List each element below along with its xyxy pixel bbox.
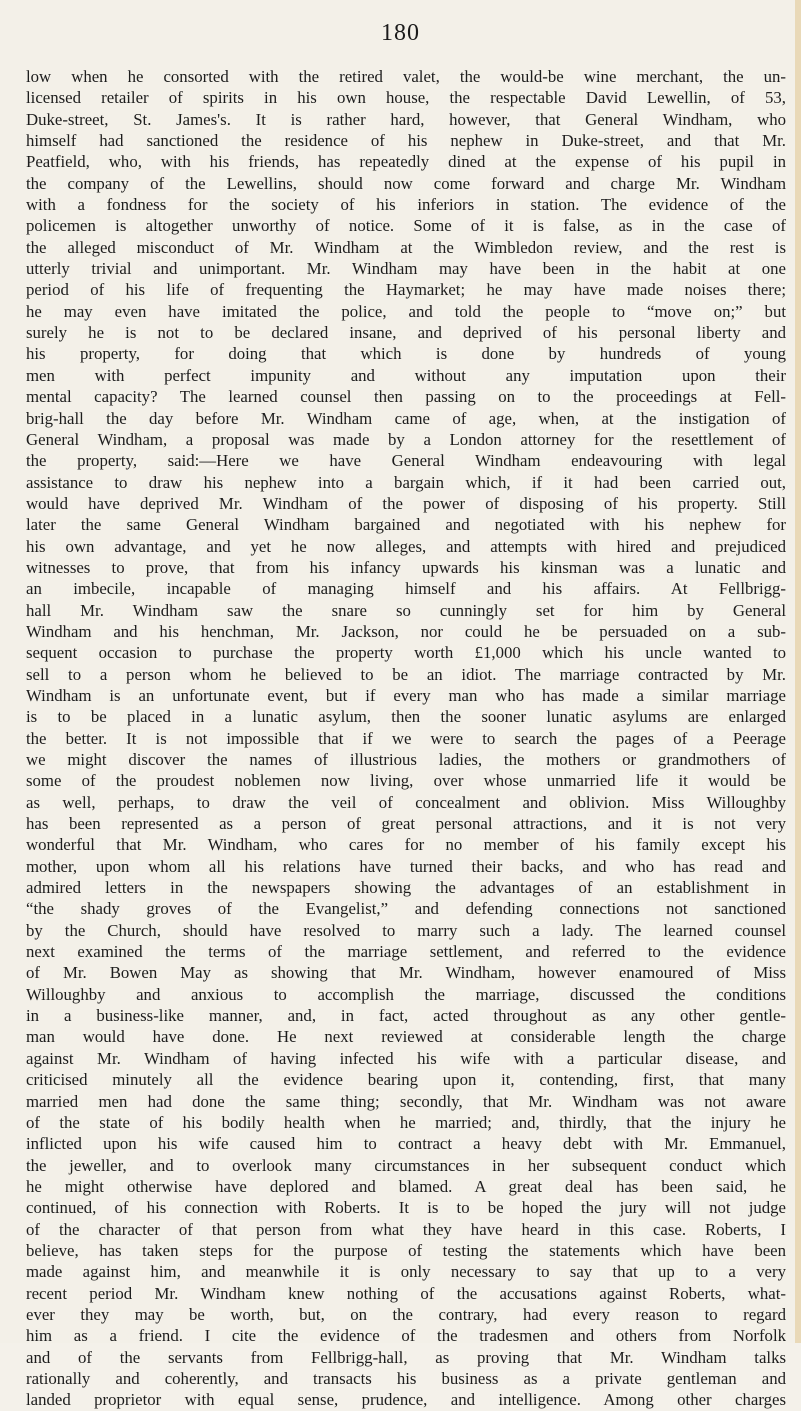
text-line: is to be placed in a lunatic asylum, then the sooner lunatic asylums are enlarged <box>26 707 786 727</box>
text-line: and of the servants from Fellbrigg-hall, as proving that Mr. Windham talks <box>26 1347 786 1367</box>
text-line: landed proprietor with equal sense, prudence, and intelligence. Among other charges <box>26 1390 786 1410</box>
text-line: Peatfield, who, with his friends, has repeatedly dined at the expense of his pupil in <box>26 152 786 172</box>
text-line: we might discover the names of illustrious ladies, the mothers or grandmothers of <box>26 750 786 769</box>
text-line: man would have done. He next reviewed at considerable length the charge <box>26 1027 786 1047</box>
text-line: surely he is not to be declared insane, and deprived of his personal liberty and <box>26 323 786 343</box>
text-line: made against him, and meanwhile it is only necessary to say that up to a very <box>26 1262 786 1282</box>
text-line: he might otherwise have deplored and blamed. A great deal has been said, he <box>26 1176 786 1196</box>
text-line: Windham and his henchman, Mr. Jackson, nor could he be persuaded on a sub- <box>26 621 786 641</box>
text-line: “the shady groves of the Evangelist,” and defending connections not sanctioned <box>26 899 786 919</box>
text-line: wonderful that Mr. Windham, who cares for no member of his family except his <box>26 835 786 855</box>
text-line: later the same General Windham bargained and negotiated with his nephew for <box>26 515 786 535</box>
text-line: sell to a person whom he believed to be an idiot. The marriage contracted by Mr. <box>26 664 786 684</box>
text-line: licensed retailer of spirits in his own house, the respectable David Lewellin, of 53, <box>26 88 786 108</box>
text-line: of Mr. Bowen May as showing that Mr. Windham, however enamoured of Miss <box>26 963 786 983</box>
text-line: his own advantage, and yet he now alleges, and attempts with hired and prejudiced <box>26 536 786 556</box>
text-line: mother, upon whom all his relations have turned their backs, and who has read and <box>26 856 786 876</box>
text-line: hall Mr. Windham saw the snare so cunningly set for him by General <box>26 600 786 620</box>
text-line: he may even have imitated the police, and told the people to “move on;” but <box>26 301 786 321</box>
text-line: recent period Mr. Windham knew nothing of the accusations against Roberts, what- <box>26 1283 786 1303</box>
text-line: him as a friend. I cite the evidence of the tradesmen and others from Norfolk <box>26 1326 786 1346</box>
text-line: as well, perhaps, to draw the veil of concealment and oblivion. Miss Willoughby <box>26 792 786 812</box>
text-line: continued, of his connection with Roberts. It is to be hoped the jury will not judge <box>26 1198 786 1218</box>
text-line: rationally and coherently, and transacts his business as a private gentleman and <box>26 1368 786 1388</box>
text-line: Willoughby and anxious to accomplish the marriage, discussed the conditions <box>26 984 786 1004</box>
text-line: the better. It is not impossible that if we were to search the pages of a Peerage <box>26 728 786 748</box>
text-line: some of the proudest noblemen now living, over whose unmarried life it would be <box>26 771 786 791</box>
text-line: the property, said:—Here we have General Windham endeavouring with legal <box>26 451 786 471</box>
text-line: utterly trivial and unimportant. Mr. Windham may have been in the habit at one <box>26 259 786 279</box>
text-line: in a business-like manner, and, in fact, acted throughout as any other gentle- <box>26 1006 786 1026</box>
text-line: period of his life of frequenting the Haymarket; he may have made noises there; <box>26 280 786 300</box>
text-line: criticised minutely all the evidence bearing upon it, contending, first, that many <box>26 1070 786 1090</box>
text-line: of the state of his bodily health when he married; and, thirdly, that the injury he <box>26 1112 786 1132</box>
text-line: Duke-street, St. James's. It is rather hard, however, that General Windham, who <box>26 109 786 129</box>
text-line: believe, has taken steps for the purpose of testing the statements which have been <box>26 1240 786 1260</box>
text-line: has been represented as a person of great personal attractions, and it is not very <box>26 814 786 834</box>
text-line: sequent occasion to purchase the property worth £1,000 which his uncle wanted to <box>26 643 786 663</box>
text-line: inflicted upon his wife caused him to contract a heavy debt with Mr. Emmanuel, <box>26 1134 786 1154</box>
text-line: married men had done the same thing; secondly, that Mr. Windham was not aware <box>26 1091 786 1111</box>
text-line: low when he consorted with the retired valet, the would-be wine merchant, the un- <box>26 67 786 86</box>
article-body <box>26 66 786 1411</box>
text-line: General Windham, a proposal was made by a London attorney for the resettlement of <box>26 429 786 449</box>
text-line: the company of the Lewellins, should now come forward and charge Mr. Windham <box>26 173 786 193</box>
text-line: against Mr. Windham of having infected his wife with a particular disease, and <box>26 1048 786 1068</box>
text-line: ever they may be worth, but, on the contrary, had every reason to regard <box>26 1304 786 1324</box>
text-line: mental capacity? The learned counsel then passing on to the proceedings at Fell- <box>26 387 786 407</box>
text-line: the jeweller, and to overlook many circumstances in her subsequent conduct which <box>26 1155 786 1175</box>
text-line: next examined the terms of the marriage settlement, and referred to the evidence <box>26 942 786 962</box>
text-line: with a fondness for the society of his inferiors in station. The evidence of the <box>26 195 786 215</box>
text-line: an imbecile, incapable of managing himself and his affairs. At Fellbrigg- <box>26 579 786 599</box>
text-line: men with perfect impunity and without any imputation upon their <box>26 365 786 385</box>
text-line: witnesses to prove, that from his infancy upwards his kinsman was a lunatic and <box>26 557 786 577</box>
text-line: his property, for doing that which is done by hundreds of young <box>26 344 786 364</box>
text-line: of the character of that person from what they have heard in this case. Roberts, I <box>26 1219 786 1239</box>
text-line: brig-hall the day before Mr. Windham came of age, when, at the instigation of <box>26 408 786 428</box>
text-line: admired letters in the newspapers showing the advantages of an establishment in <box>26 878 786 898</box>
text-line: assistance to draw his nephew into a bargain which, if it had been carried out, <box>26 472 786 492</box>
text-line: would have deprived Mr. Windham of the power of disposing of his property. Still <box>26 493 786 513</box>
text-line: the alleged misconduct of Mr. Windham at the Wimbledon review, and the rest is <box>26 237 786 257</box>
text-line: policemen is altogether unworthy of notice. Some of it is false, as in the case of <box>26 216 786 236</box>
page-number: 180 <box>381 20 420 46</box>
text-line: by the Church, should have resolved to marry such a lady. The learned counsel <box>26 920 786 940</box>
text-line: himself had sanctioned the residence of his nephew in Duke-street, and that Mr. <box>26 131 786 151</box>
text-line: Windham is an unfortunate event, but if every man who has made a similar marriage <box>26 685 786 705</box>
